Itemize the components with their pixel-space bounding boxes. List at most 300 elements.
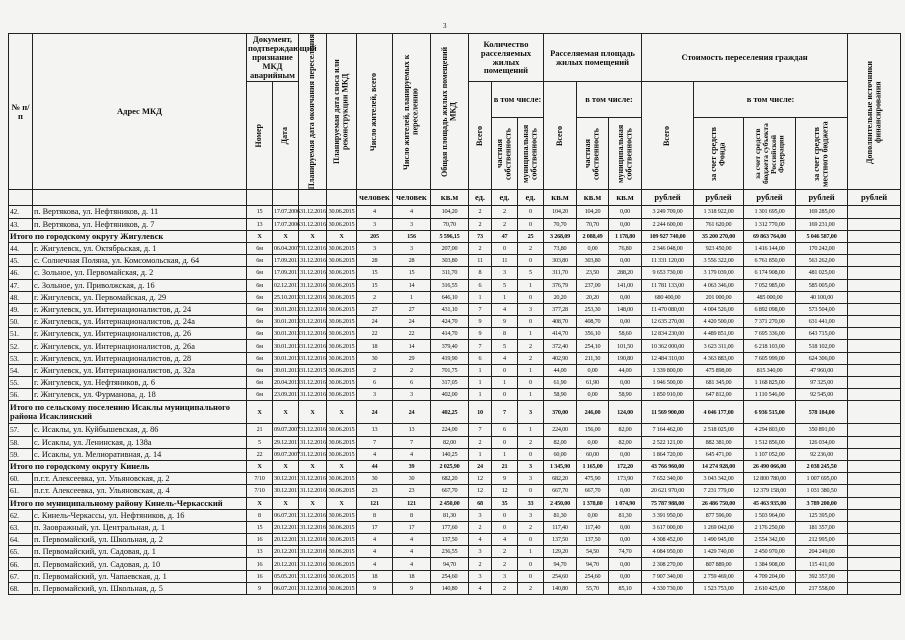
data-cell: 156: [393, 230, 431, 242]
address-cell: п. Первомайский, ул. Садовая, д. 1: [33, 546, 247, 558]
data-cell: 424,70: [431, 316, 469, 328]
data-cell: 30.06.2015: [327, 521, 357, 533]
table-row: [9, 303, 901, 315]
total-label: Итого по городскому округу Жигулевск: [9, 230, 247, 242]
data-cell: 815 340,00: [744, 364, 796, 376]
data-cell: 4: [393, 558, 431, 570]
data-cell: 681 345,00: [694, 377, 744, 389]
data-cell: 81,30: [544, 509, 577, 521]
data-cell: 92 545,00: [796, 389, 848, 401]
row-number: 57.: [9, 424, 33, 436]
data-cell: 30.06.2015: [327, 364, 357, 376]
data-cell: 1: [518, 389, 544, 401]
data-cell: 12 379 158,00: [744, 485, 796, 497]
data-cell: 211,30: [577, 352, 609, 364]
data-cell: 0,00: [577, 509, 609, 521]
total-row: [9, 497, 901, 509]
row-number: 50.: [9, 316, 33, 328]
row-number: 67.: [9, 570, 33, 582]
data-cell: 6 936 515,00: [744, 401, 796, 424]
data-cell: 12 834 230,00: [642, 328, 694, 340]
data-cell: 140,80: [431, 582, 469, 594]
data-cell: 68: [469, 497, 492, 509]
data-cell: 31.12.2016: [299, 206, 327, 218]
header-address: Адрес МКД: [33, 34, 247, 190]
data-cell: 6: [469, 352, 492, 364]
address-cell: с. Исаклы, ул. Мелиоративная, д. 14: [33, 448, 247, 460]
data-cell: 15: [357, 279, 393, 291]
data-cell: 60,00: [544, 448, 577, 460]
data-cell: 372,40: [544, 340, 577, 352]
data-cell: 29.12.2011: [273, 436, 299, 448]
extra-cell: [848, 218, 901, 230]
data-cell: 31.12.2016: [299, 242, 327, 254]
header-qty-total: Всего: [469, 82, 492, 190]
table-row: [9, 509, 901, 521]
extra-cell: [848, 267, 901, 279]
header-cost-incl: в том числе:: [694, 82, 848, 118]
data-cell: 3 043 342,00: [694, 473, 744, 485]
unit-cell: рублей: [642, 190, 694, 206]
data-cell: 0: [492, 521, 518, 533]
total-label: Итого по сельскому поселению Исаклы муниципального района Исаклинский: [9, 401, 247, 424]
data-cell: 9: [492, 316, 518, 328]
data-cell: 70,70: [577, 218, 609, 230]
data-cell: 140,80: [544, 582, 577, 594]
data-cell: 7/10: [247, 473, 273, 485]
header-doc: Документ, подтверждающий признание МКД аварийным: [248, 34, 317, 80]
data-cell: 20 621 970,00: [642, 485, 694, 497]
extra-cell: [848, 448, 901, 460]
data-cell: 75 787 988,00: [642, 497, 694, 509]
data-cell: 0: [518, 291, 544, 303]
data-cell: 7 652 340,00: [642, 473, 694, 485]
data-cell: 680 400,00: [642, 291, 694, 303]
data-cell: 2 308 270,00: [642, 558, 694, 570]
data-cell: 31.12.2016: [299, 279, 327, 291]
data-cell: 6м: [247, 364, 273, 376]
data-cell: 3: [492, 267, 518, 279]
extra-cell: [848, 473, 901, 485]
data-cell: X: [247, 401, 273, 424]
data-cell: 40 100,00: [796, 291, 848, 303]
data-cell: 667,70: [544, 485, 577, 497]
data-cell: 2 244 600,00: [642, 218, 694, 230]
header-cost-local: за счет средств местного бюджета: [796, 118, 848, 190]
data-cell: 2: [469, 558, 492, 570]
total-row: [9, 401, 901, 424]
data-cell: 14: [393, 279, 431, 291]
address-cell: г. Жигулевск, ул. Интернационалистов, д. 32а: [33, 364, 247, 376]
data-cell: 4 420 500,00: [694, 316, 744, 328]
data-cell: 5 596,15: [431, 230, 469, 242]
data-cell: 30.06.2015: [327, 582, 357, 594]
data-cell: 2: [469, 242, 492, 254]
data-cell: 3: [518, 509, 544, 521]
data-cell: 1 110 546,00: [744, 389, 796, 401]
data-cell: 1 864 720,00: [642, 448, 694, 460]
data-cell: 8: [492, 328, 518, 340]
data-cell: 12: [469, 485, 492, 497]
row-number: 60.: [9, 473, 33, 485]
data-cell: 0,00: [577, 436, 609, 448]
data-cell: 30.06.2015: [327, 291, 357, 303]
data-cell: 0,00: [609, 448, 642, 460]
data-cell: 13: [247, 546, 273, 558]
header-planned-demolish: Планируемая дата сноса или реконструкции МКД: [327, 34, 357, 190]
extra-cell: [848, 303, 901, 315]
data-cell: 140,25: [431, 448, 469, 460]
data-cell: 129,20: [544, 546, 577, 558]
data-cell: 20.12.2011: [273, 546, 299, 558]
data-cell: 1 269 042,00: [694, 521, 744, 533]
data-cell: 137,50: [577, 534, 609, 546]
data-cell: 4: [393, 546, 431, 558]
data-cell: X: [273, 460, 299, 472]
data-cell: 402,00: [431, 389, 469, 401]
data-cell: 2: [518, 436, 544, 448]
address-cell: п. Заовражный, ул. Центральная, д. 1: [33, 521, 247, 533]
data-cell: 27: [357, 303, 393, 315]
data-cell: 1 007 695,00: [796, 473, 848, 485]
data-cell: 30.12.2011: [273, 485, 299, 497]
data-cell: 24: [393, 316, 431, 328]
table-row: [9, 436, 901, 448]
data-cell: 30.06.2015: [327, 448, 357, 460]
unit-cell: кв.м: [544, 190, 577, 206]
data-cell: 2 025,90: [431, 460, 469, 472]
table-row: [9, 218, 901, 230]
data-cell: 21: [492, 460, 518, 472]
row-number: 56.: [9, 389, 33, 401]
data-cell: 30.06.2015: [327, 546, 357, 558]
data-cell: 137,50: [544, 534, 577, 546]
data-cell: 316,55: [431, 279, 469, 291]
data-cell: 7 371 270,00: [744, 316, 796, 328]
data-cell: 1: [518, 424, 544, 436]
extra-cell: [848, 570, 901, 582]
data-cell: 317,05: [431, 377, 469, 389]
data-cell: 31.12.2016: [299, 316, 327, 328]
data-cell: 1: [469, 377, 492, 389]
data-cell: 7: [469, 424, 492, 436]
data-cell: 4: [357, 546, 393, 558]
data-cell: 254,10: [577, 340, 609, 352]
data-cell: 125 395,00: [796, 509, 848, 521]
extra-cell: [848, 364, 901, 376]
data-cell: 115 411,00: [796, 558, 848, 570]
data-cell: 236,55: [431, 546, 469, 558]
data-cell: 7 164 462,00: [642, 424, 694, 436]
data-cell: 402,25: [431, 401, 469, 424]
data-cell: 31.12.2016: [299, 546, 327, 558]
data-cell: 169 285,00: [796, 206, 848, 218]
data-cell: 0: [518, 316, 544, 328]
extra-cell: [848, 340, 901, 352]
data-cell: 94,70: [544, 558, 577, 570]
table-row: [9, 291, 901, 303]
table-row: [9, 377, 901, 389]
data-cell: 0: [518, 448, 544, 460]
data-cell: 28: [393, 255, 431, 267]
row-number: 65.: [9, 546, 33, 558]
data-cell: 18: [357, 570, 393, 582]
data-cell: 682,20: [431, 473, 469, 485]
data-cell: 3: [357, 242, 393, 254]
data-cell: 7 052 985,00: [744, 279, 796, 291]
data-cell: 237,00: [577, 279, 609, 291]
data-cell: 44,00: [544, 364, 577, 376]
data-cell: 21: [247, 424, 273, 436]
data-cell: 8: [247, 509, 273, 521]
header-area-incl: в том числе:: [577, 82, 642, 118]
data-cell: 31.12.2016: [299, 340, 327, 352]
data-cell: 1: [469, 364, 492, 376]
data-cell: 30.06.2015: [327, 352, 357, 364]
data-cell: 30.06.2015: [327, 316, 357, 328]
data-cell: 4 046 177,00: [694, 401, 744, 424]
data-cell: 578 184,00: [796, 401, 848, 424]
data-cell: 7/10: [247, 485, 273, 497]
data-cell: 06.07.2011: [273, 509, 299, 521]
data-cell: 10: [469, 401, 492, 424]
data-cell: 30.06.2015: [327, 328, 357, 340]
data-cell: 82,00: [431, 436, 469, 448]
data-cell: 1 378,80: [577, 497, 609, 509]
data-cell: 1 946 500,00: [642, 377, 694, 389]
address-cell: с. Исаклы, ул. Куйбышевская, д. 86: [33, 424, 247, 436]
data-cell: 124,00: [609, 401, 642, 424]
data-cell: 646,10: [431, 291, 469, 303]
data-cell: 1: [518, 279, 544, 291]
data-cell: 92 236,00: [796, 448, 848, 460]
data-cell: 5 046 587,00: [796, 230, 848, 242]
data-cell: 104,20: [431, 206, 469, 218]
data-cell: 246,00: [577, 401, 609, 424]
total-row: [9, 230, 901, 242]
data-cell: 24: [469, 460, 492, 472]
row-number: 43.: [9, 218, 33, 230]
data-cell: 6: [492, 424, 518, 436]
data-cell: 682,20: [544, 473, 577, 485]
data-cell: 1 178,80: [609, 230, 642, 242]
data-cell: X: [299, 401, 327, 424]
data-cell: 02.12.2011: [273, 279, 299, 291]
data-cell: 31.12.2016: [299, 328, 327, 340]
row-number: 44.: [9, 242, 33, 254]
data-cell: 2: [357, 364, 393, 376]
data-cell: 24: [357, 401, 393, 424]
data-cell: 3: [518, 473, 544, 485]
address-cell: г. Жигулевск, ул. Интернационалистов, д. 24: [33, 303, 247, 315]
data-cell: 47: [492, 230, 518, 242]
data-cell: 20,20: [544, 291, 577, 303]
data-cell: 303,80: [544, 255, 577, 267]
data-cell: 254,60: [577, 570, 609, 582]
data-cell: 1 312 770,00: [744, 218, 796, 230]
data-cell: 6: [469, 279, 492, 291]
data-cell: 126 034,00: [796, 436, 848, 448]
data-cell: 7: [469, 340, 492, 352]
data-cell: 1: [393, 291, 431, 303]
data-cell: 94,70: [577, 558, 609, 570]
unit-cell: кв.м: [577, 190, 609, 206]
extra-cell: [848, 424, 901, 436]
data-cell: 172,20: [609, 460, 642, 472]
data-cell: 30.06.2015: [327, 570, 357, 582]
page-number: 3: [443, 22, 447, 30]
data-cell: 25.10.2013: [273, 291, 299, 303]
data-cell: 7 695 336,00: [744, 328, 796, 340]
data-cell: 31.12.2016: [299, 570, 327, 582]
header-area: Расселяемая площадь жилых помещений: [544, 34, 642, 82]
data-cell: 643 715,00: [796, 328, 848, 340]
data-cell: 624 306,00: [796, 352, 848, 364]
data-cell: 923 450,00: [694, 242, 744, 254]
data-cell: 25: [518, 230, 544, 242]
extra-cell: [848, 509, 901, 521]
data-cell: 0: [492, 364, 518, 376]
total-label: Итого по муниципальному району Кинель-Черкасский: [9, 497, 247, 509]
data-cell: 30.06.2015: [327, 389, 357, 401]
data-cell: 58,90: [609, 389, 642, 401]
extra-cell: [848, 389, 901, 401]
data-cell: 6м: [247, 291, 273, 303]
header-doc-date: Дата: [273, 82, 299, 190]
data-cell: 4 308 452,00: [642, 534, 694, 546]
data-cell: 1: [518, 364, 544, 376]
data-cell: 6м: [247, 255, 273, 267]
data-cell: X: [327, 401, 357, 424]
extra-cell: [848, 242, 901, 254]
data-cell: 376,79: [544, 279, 577, 291]
data-cell: 6м: [247, 340, 273, 352]
table-row: [9, 448, 901, 460]
data-cell: 647 812,00: [694, 389, 744, 401]
data-cell: 481 025,00: [796, 267, 848, 279]
data-cell: 22: [357, 328, 393, 340]
table-row: [9, 340, 901, 352]
data-cell: 1 345,90: [544, 460, 577, 472]
data-cell: X: [299, 460, 327, 472]
address-cell: с. Кинель-Черкассы, ул. Нефтяников, д. 16: [33, 509, 247, 521]
data-cell: 6 761 850,00: [744, 255, 796, 267]
data-cell: 81,30: [431, 509, 469, 521]
data-cell: 17.07.2006: [273, 206, 299, 218]
data-cell: 23,50: [577, 267, 609, 279]
data-cell: 104,20: [577, 206, 609, 218]
data-cell: 35 200 270,00: [694, 230, 744, 242]
data-cell: 3: [393, 389, 431, 401]
extra-cell: [848, 255, 901, 267]
data-cell: 0,00: [609, 521, 642, 533]
data-cell: 631 441,00: [796, 316, 848, 328]
data-cell: 20.12.2011: [273, 534, 299, 546]
data-cell: 33: [518, 497, 544, 509]
data-cell: 518 102,00: [796, 340, 848, 352]
data-cell: 2 346 048,00: [642, 242, 694, 254]
row-number: 61.: [9, 485, 33, 497]
data-cell: 212 995,00: [796, 534, 848, 546]
data-cell: 224,00: [431, 424, 469, 436]
row-number: 62.: [9, 509, 33, 521]
data-cell: 141,00: [609, 279, 642, 291]
data-cell: 4 330 730,00: [642, 582, 694, 594]
address-cell: г. Жигулевск, ул. Октябрьская, д. 1: [33, 242, 247, 254]
data-cell: 55,70: [577, 582, 609, 594]
data-cell: 253,30: [577, 303, 609, 315]
data-cell: 6м: [247, 303, 273, 315]
data-cell: 20.12.2011: [273, 558, 299, 570]
data-cell: 414,70: [544, 328, 577, 340]
row-number: 45.: [9, 255, 33, 267]
header-cost-total: Всего: [642, 82, 694, 190]
row-number: 68.: [9, 582, 33, 594]
data-cell: 31.12.2016: [299, 448, 327, 460]
data-cell: 3 623 311,00: [694, 340, 744, 352]
data-cell: 31.12.2016: [299, 303, 327, 315]
data-cell: 2: [492, 218, 518, 230]
data-cell: 101,50: [609, 340, 642, 352]
data-cell: 117,40: [577, 521, 609, 533]
data-cell: 9 653 730,00: [642, 267, 694, 279]
address-cell: п. Первомайский, ул. Школьная, д. 2: [33, 534, 247, 546]
data-cell: 17.09.2011: [273, 267, 299, 279]
data-cell: 1 318 922,00: [694, 206, 744, 218]
data-cell: 1: [492, 291, 518, 303]
data-cell: 4: [393, 448, 431, 460]
data-cell: 2: [469, 206, 492, 218]
extra-cell: [848, 521, 901, 533]
data-cell: 31.12.2016: [299, 218, 327, 230]
data-cell: 4: [393, 206, 431, 218]
row-number: 48.: [9, 291, 33, 303]
data-cell: 1 107 052,00: [744, 448, 796, 460]
data-cell: 4 294 803,00: [744, 424, 796, 436]
address-cell: п. Первомайский, ул. Садовая, д. 10: [33, 558, 247, 570]
data-cell: 30: [357, 352, 393, 364]
data-cell: 17: [357, 521, 393, 533]
table-row: [9, 534, 901, 546]
extra-cell: [848, 534, 901, 546]
address-cell: п. Первомайский, ул. Чапаевская, д. 1: [33, 570, 247, 582]
data-cell: 414,70: [431, 328, 469, 340]
data-cell: 2 038 245,50: [796, 460, 848, 472]
data-cell: 30.06.2015: [327, 242, 357, 254]
data-cell: 9: [469, 328, 492, 340]
data-cell: 54,50: [577, 546, 609, 558]
data-cell: 311,70: [431, 267, 469, 279]
address-cell: с. Зольное, ул. Приволжская, д. 16: [33, 279, 247, 291]
address-cell: г. Жигулевск, ул. Нефтяников, д. 6: [33, 377, 247, 389]
row-number: 64.: [9, 534, 33, 546]
extra-cell: [848, 230, 901, 242]
header-extra: Дополнительные источники финансирования: [848, 34, 901, 190]
data-cell: 31.12.2016: [299, 377, 327, 389]
data-cell: 30.06.2015: [327, 255, 357, 267]
data-cell: 2: [492, 206, 518, 218]
data-cell: 13: [357, 424, 393, 436]
data-cell: 2 554 342,00: [744, 534, 796, 546]
address-cell: с. Зольное, ул. Первомайская, д. 2: [33, 267, 247, 279]
data-cell: 30.01.2013: [273, 352, 299, 364]
data-cell: 667,70: [577, 485, 609, 497]
data-cell: 0,00: [577, 389, 609, 401]
data-cell: 2: [518, 582, 544, 594]
data-cell: 9: [393, 582, 431, 594]
table-row: [9, 473, 901, 485]
data-cell: 485 000,00: [744, 291, 796, 303]
